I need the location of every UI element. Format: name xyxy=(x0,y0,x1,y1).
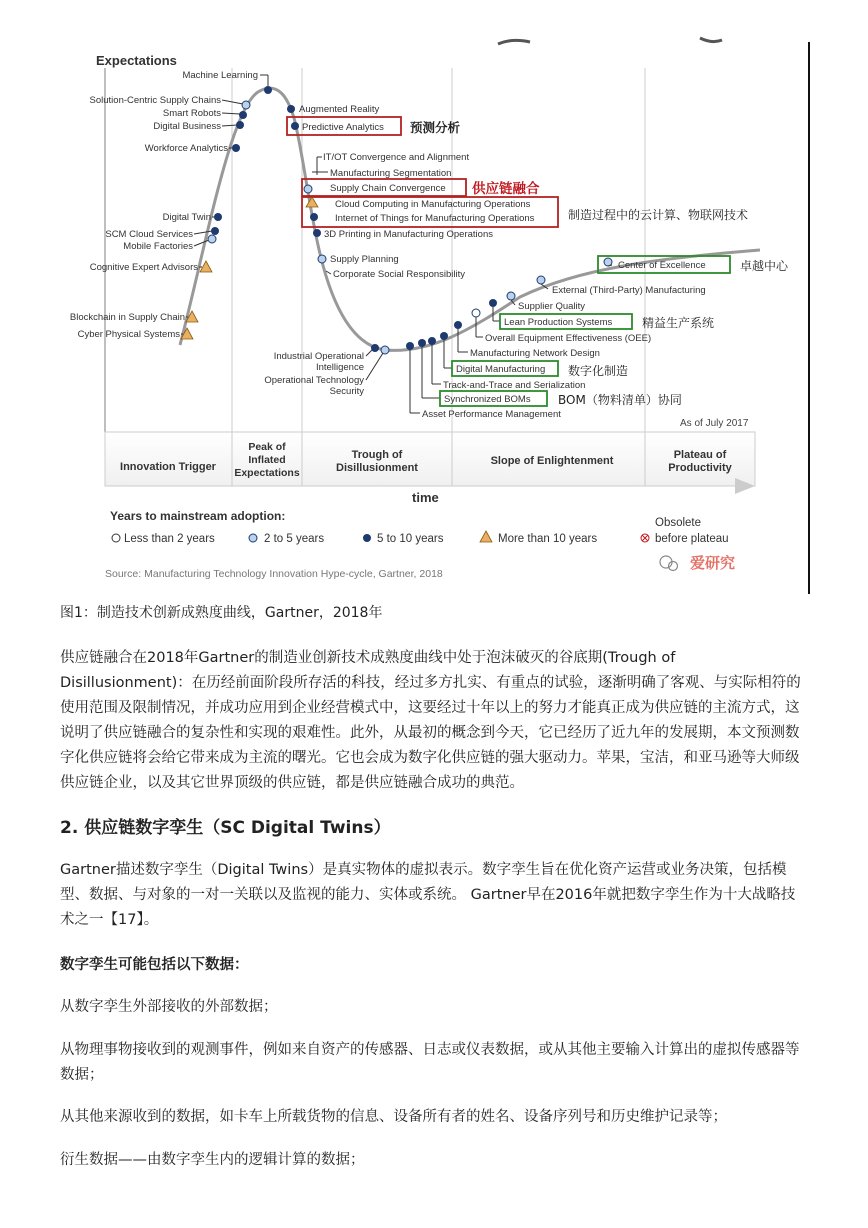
phase-slope: Slope of Enlightenment xyxy=(490,455,614,467)
tech-label: IT/OT Convergence and Alignment xyxy=(323,152,470,163)
legend-5to10-icon xyxy=(363,534,371,542)
marker-2to5 xyxy=(472,309,480,317)
tech-label: SCM Cloud Services xyxy=(105,229,193,240)
tech-label: Corporate Social Responsibility xyxy=(333,269,466,280)
tech-label: Internet of Things for Manufacturing Operations xyxy=(335,213,535,224)
phase-innovation-trigger: Innovation Trigger xyxy=(120,461,216,473)
marker-2to5 xyxy=(381,346,389,354)
tech-label: Cyber Physical Systems xyxy=(77,329,180,340)
marker-5to10 xyxy=(371,344,379,352)
tech-label: Supplier Quality xyxy=(518,301,586,312)
tech-label: Manufacturing Network Design xyxy=(470,348,600,359)
tech-label: Blockchain in Supply Chain xyxy=(69,312,185,323)
tech-label: Cloud Computing in Manufacturing Operations xyxy=(335,199,531,210)
marker-5to10 xyxy=(236,121,244,129)
figure-caption: 图1：制造技术创新成熟度曲线，Gartner，2018年 xyxy=(60,605,383,621)
marker-2to5 xyxy=(318,255,326,263)
paragraph: Gartner描述数字孪生（Digital Twins）是真实物体的虚拟表示。数字孪生旨在优化资产运营或业务决策，包括模型、数据、与对象的一对一关联以及监视的能力、实体或系统。 Gartner早在2016年就把数字孪生作为十大战略技术之一【17】。 xyxy=(60,862,796,928)
marker-5to10 xyxy=(406,342,414,350)
tech-label: Smart Robots xyxy=(162,108,221,119)
top-arc-left xyxy=(498,40,530,44)
marker-5to10 xyxy=(489,299,497,307)
marker-5to10 xyxy=(291,122,299,130)
list-item: 衍生数据——由数字孪生内的逻辑计算的数据； xyxy=(60,1152,365,1168)
tech-label: External (Third-Party) Manufacturing xyxy=(552,285,706,296)
legend-label: 5 to 10 years xyxy=(377,533,444,545)
legend-less-than-2-icon xyxy=(112,534,120,542)
annotation-cloud-iot: 制造过程中的云计算、物联网技术 xyxy=(568,208,749,222)
list-item: 从数字孪生外部接收的外部数据； xyxy=(60,999,278,1015)
list-title: 数字孪生可能包括以下数据： xyxy=(60,957,249,973)
legend-label: 2 to 5 years xyxy=(264,533,325,545)
tech-label: Machine Learning xyxy=(182,70,258,81)
tech-label: Solution-Centric Supply Chains xyxy=(89,95,221,106)
hype-cycle-figure xyxy=(0,0,868,600)
watermark xyxy=(660,554,735,572)
marker-2to5 xyxy=(208,235,216,243)
legend-label: More than 10 years xyxy=(498,533,598,545)
tech-label: Asset Performance Management xyxy=(422,409,561,420)
tech-label: 3D Printing in Manufacturing Operations xyxy=(324,229,493,240)
annotation-predictive: 预测分析 xyxy=(410,120,461,135)
phase-band xyxy=(105,432,755,486)
tech-label: Cognitive Expert Advisors xyxy=(89,262,198,273)
as-of-label: As of July 2017 xyxy=(680,418,749,429)
marker-5to10 xyxy=(313,229,321,237)
legend-2to5-icon xyxy=(249,534,257,542)
tech-label: Industrial Operational Intelligence xyxy=(273,351,364,373)
marker-5to10 xyxy=(264,86,272,94)
annotation-convergence: 供应链融合 xyxy=(472,181,540,197)
marker-2to5 xyxy=(304,185,312,193)
legend-10plus-icon xyxy=(480,531,492,542)
tech-label: Mobile Factories xyxy=(123,241,193,252)
tech-label: Operational Technology Security xyxy=(264,375,364,397)
legend-title: Years to mainstream adoption: xyxy=(110,509,286,523)
legend-label: Less than 2 years xyxy=(124,533,215,545)
marker-5to10 xyxy=(211,227,219,235)
tech-label: Manufacturing Segmentation xyxy=(330,168,452,179)
tech-label: Digital Manufacturing xyxy=(456,364,546,375)
marker-5to10 xyxy=(287,105,295,113)
tech-label: Synchronized BOMs xyxy=(444,394,531,405)
marker-2to5 xyxy=(537,276,545,284)
top-arc-right xyxy=(700,38,722,42)
tech-label: Digital Business xyxy=(153,121,221,132)
paragraph: 供应链融合在2018年Gartner的制造业创新技术成熟度曲线中处于泡沫破灭的谷底期(Trough of Disillusionment)：在历经前面阶段所存活的科技，经过多方扎实、有重点的试验，逐渐明确了客观、与实际相符的使用范围及限制情况，并成功应用到企业经营模式中，这要经过十年以上的努力才能真正成为供应链的主流方式，这说明了供应链融合的复杂性和实现的艰难性。此外，从最初的概念到今天，它已经历了近九年的发展期，本文预测数字化供应链将会给它带来成为主流的曙光。它也会成为数字化供应链的强大驱动力。苹果，宝洁，和亚马逊等大师级供应链企业，以及其它世界顶级的供应链，都是供应链融合成功的典范。 xyxy=(60,650,801,791)
marker-5to10 xyxy=(418,339,426,347)
marker-5to10 xyxy=(239,111,247,119)
marker-2to5 xyxy=(242,101,250,109)
phase-plateau: Plateau of Productivity xyxy=(668,449,732,474)
tech-label: Digital Twin xyxy=(162,212,211,223)
tech-label: Supply Chain Convergence xyxy=(330,183,446,194)
phase-trough: Trough of Disillusionment xyxy=(336,449,418,474)
x-axis-label: time xyxy=(412,490,439,505)
marker-5to10 xyxy=(440,332,448,340)
watermark-text: 爱研究 xyxy=(690,554,736,572)
annotation-bom: BOM（物料清单）协同 xyxy=(558,393,682,407)
tech-label: Center of Excellence xyxy=(618,260,706,271)
annotation-digital-mfg: 数字化制造 xyxy=(568,364,629,378)
annotation-excellence: 卓越中心 xyxy=(740,259,789,273)
annotation-lean: 精益生产系统 xyxy=(642,316,715,330)
y-axis-label: Expectations xyxy=(96,53,177,68)
source-line: Source: Manufacturing Technology Innovation Hype-cycle, Gartner, 2018 xyxy=(105,568,443,580)
list-item: 从其他来源收到的数据，如卡车上所载货物的信息、设备所有者的姓名、设备序列号和历史维护记录等； xyxy=(60,1109,727,1125)
marker-5to10 xyxy=(214,213,222,221)
legend-label: before plateau xyxy=(655,533,729,545)
legend-label: Obsolete xyxy=(655,517,702,529)
phase-peak: Peak of Inflated Expectations xyxy=(234,441,300,479)
tech-label: Overall Equipment Effectiveness (OEE) xyxy=(485,333,652,344)
marker-5to10 xyxy=(232,144,240,152)
marker-5to10 xyxy=(454,321,462,329)
tech-label: Supply Planning xyxy=(330,254,399,265)
tech-label: Workforce Analytics xyxy=(144,143,228,154)
tech-label: Lean Production Systems xyxy=(504,317,613,328)
list-item: 从物理事物接收到的观测事件，例如来自资产的传感器、日志或仪表数据，或从其他主要输入计算出的虚拟传感器等数据； xyxy=(60,1042,800,1083)
marker-5to10 xyxy=(310,213,318,221)
section-heading: 2. 供应链数字孪生（SC Digital Twins） xyxy=(60,818,391,838)
tech-label: Augmented Reality xyxy=(299,104,380,115)
marker-2to5 xyxy=(507,292,515,300)
tech-label: Predictive Analytics xyxy=(302,122,384,133)
marker-5to10 xyxy=(428,337,436,345)
tech-label: Track-and-Trace and Serialization xyxy=(443,380,586,391)
